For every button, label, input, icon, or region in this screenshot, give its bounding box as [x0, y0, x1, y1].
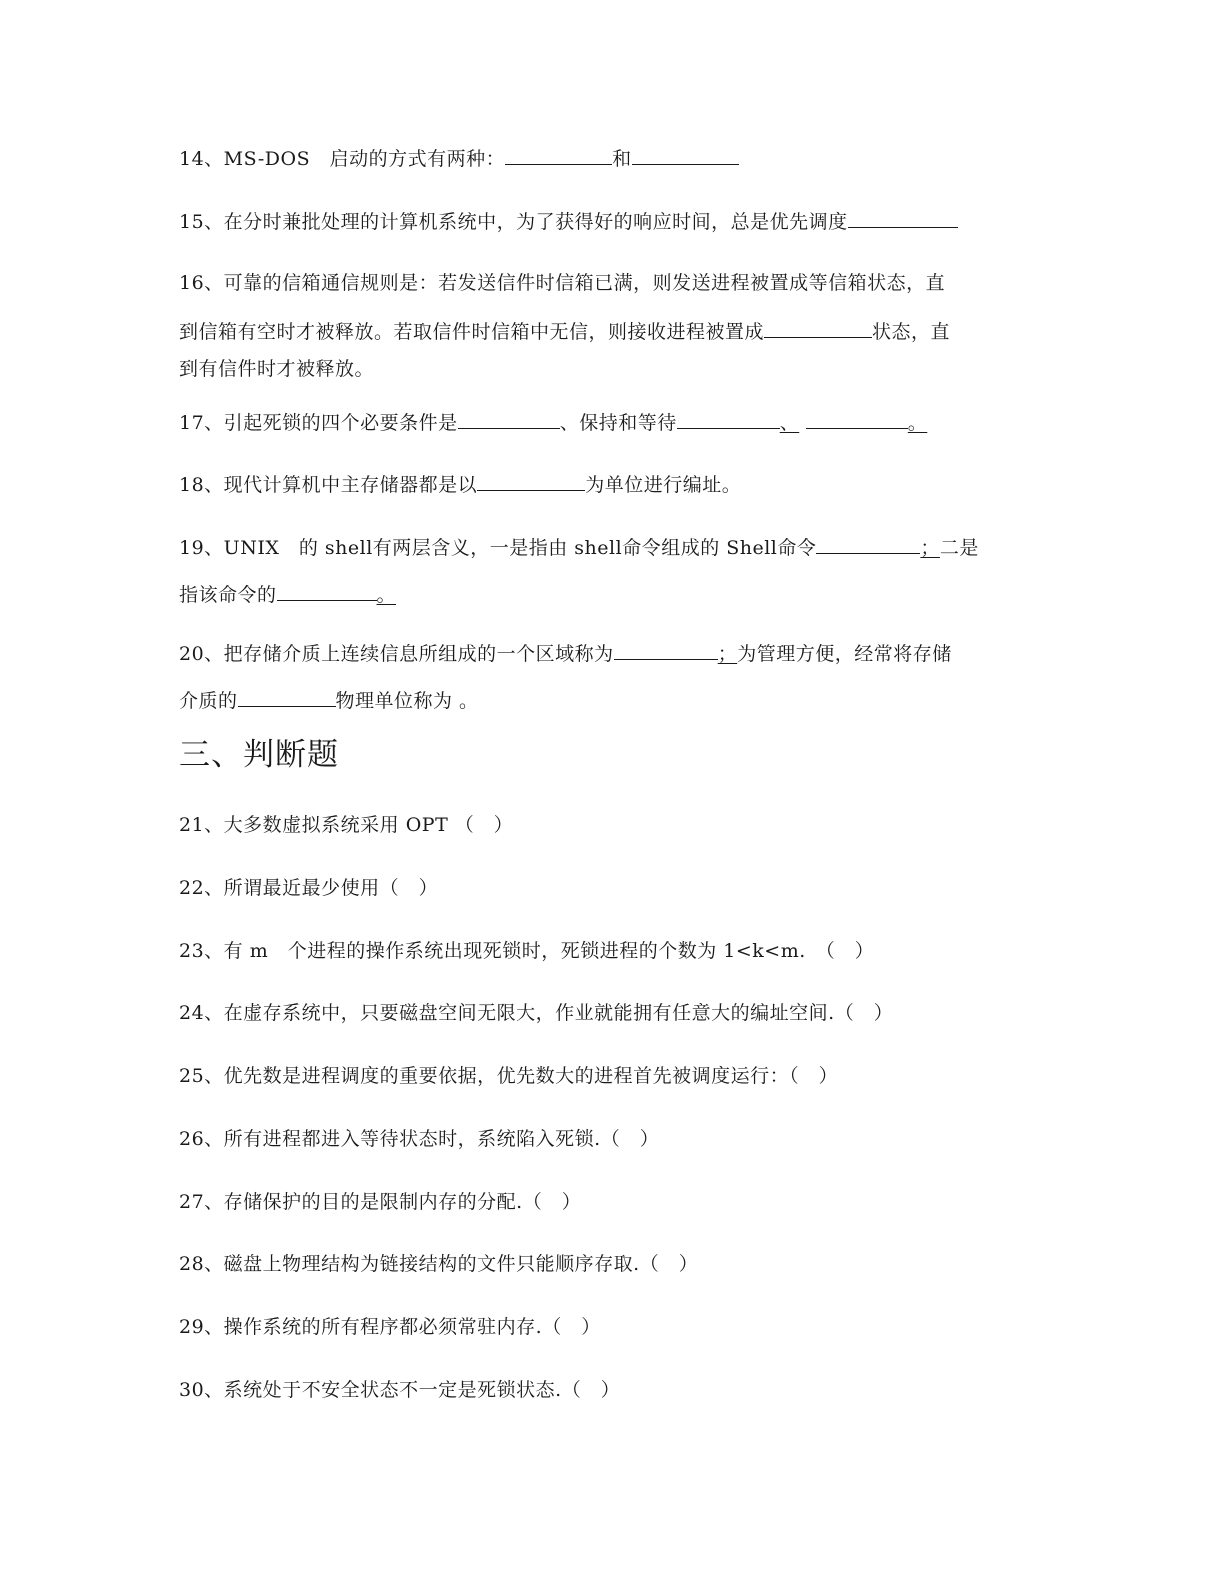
- answer-blank: [614, 641, 718, 660]
- answer-blank: [238, 688, 336, 707]
- judgment-27: 27、存储保护的目的是限制内存的分配.（ ）: [179, 1191, 582, 1213]
- question-14-connector: 和: [612, 148, 632, 170]
- question-16-line-3: 到有信件时才被释放。: [179, 358, 375, 380]
- question-14: [179, 146, 739, 171]
- question-17-end: 。: [907, 412, 928, 434]
- answer-blank: [677, 410, 780, 429]
- judgment-21: 21、大多数虚拟系统采用 OPT （ ）: [179, 814, 514, 836]
- question-14-text: 14、MS-DOS 启动的方式有两种：: [179, 148, 506, 170]
- question-19-semicolon: ；: [920, 537, 940, 559]
- question-19-text-3: 指该命令的: [179, 584, 277, 606]
- question-16-line-2: [179, 319, 950, 344]
- question-18: [179, 472, 741, 497]
- question-19-end: 。: [376, 584, 397, 606]
- question-20-text-2: 为管理方便，经常将存储: [737, 643, 952, 665]
- question-17-text: 17、引起死锁的四个必要条件是: [179, 412, 458, 434]
- question-17-text-2: 、保持和等待: [559, 412, 677, 434]
- judgment-25: 25、优先数是进程调度的重要依据，优先数大的进程首先被调度运行：（ ）: [179, 1065, 839, 1087]
- answer-blank: [848, 209, 958, 228]
- judgment-24: 24、在虚存系统中，只要磁盘空间无限大，作业就能拥有任意大的编址空间.（ ）: [179, 1002, 894, 1024]
- question-20-semicolon: ；: [717, 643, 738, 665]
- question-17: [179, 410, 927, 435]
- question-18-text-end: 为单位进行编址。: [585, 474, 742, 496]
- answer-blank: [816, 535, 920, 554]
- answer-blank: [277, 582, 377, 601]
- judgment-26: 26、所有进程都进入等待状态时，系统陷入死锁.（ ）: [179, 1128, 660, 1150]
- judgment-30: 30、系统处于不安全状态不一定是死锁状态.（ ）: [179, 1379, 621, 1401]
- question-16-text-end: 状态，直: [872, 321, 951, 343]
- answer-blank: [806, 410, 908, 429]
- question-20-text-end: 物理单位称为 。: [335, 690, 479, 712]
- judgment-23: 23、有 m 个进程的操作系统出现死锁时，死锁进程的个数为 1<k<m. （ ）: [179, 940, 875, 962]
- answer-blank: [505, 146, 612, 165]
- question-19-line-2: [179, 582, 396, 607]
- question-18-text: 18、现代计算机中主存储器都是以: [179, 474, 478, 496]
- question-15-text: 15、在分时兼批处理的计算机系统中，为了获得好的响应时间，总是优先调度: [179, 211, 848, 233]
- question-20-line-1: [179, 641, 952, 666]
- question-20-line-2: [179, 688, 479, 713]
- question-15: [179, 209, 958, 234]
- question-20-text: 20、把存储介质上连续信息所组成的一个区域称为: [179, 643, 614, 665]
- answer-blank: [764, 319, 872, 338]
- answer-blank: [458, 410, 560, 429]
- section-heading: 三、判断题: [179, 737, 339, 773]
- judgment-28: 28、磁盘上物理结构为链接结构的文件只能顺序存取.（ ）: [179, 1253, 699, 1275]
- answer-blank: [632, 146, 739, 165]
- judgment-29: 29、操作系统的所有程序都必须常驻内存.（ ）: [179, 1316, 601, 1338]
- question-16-line-1: 16、可靠的信箱通信规则是：若发送信件时信箱已满，则发送进程被置成等信箱状态，直: [179, 272, 946, 294]
- question-20-text-3: 介质的: [179, 690, 238, 712]
- question-19-text-2: 二是: [939, 537, 979, 559]
- question-16-text: 到信箱有空时才被释放。若取信件时信箱中无信，则接收进程被置成: [179, 321, 765, 343]
- question-19-text: 19、UNIX 的 shell有两层含义，一是指由 shell命令组成的 Shell命令: [179, 537, 817, 559]
- question-19-line-1: [179, 535, 979, 560]
- question-17-separator: 、: [779, 412, 800, 434]
- answer-blank: [477, 472, 585, 491]
- judgment-22: 22、所谓最近最少使用（ ）: [179, 877, 439, 899]
